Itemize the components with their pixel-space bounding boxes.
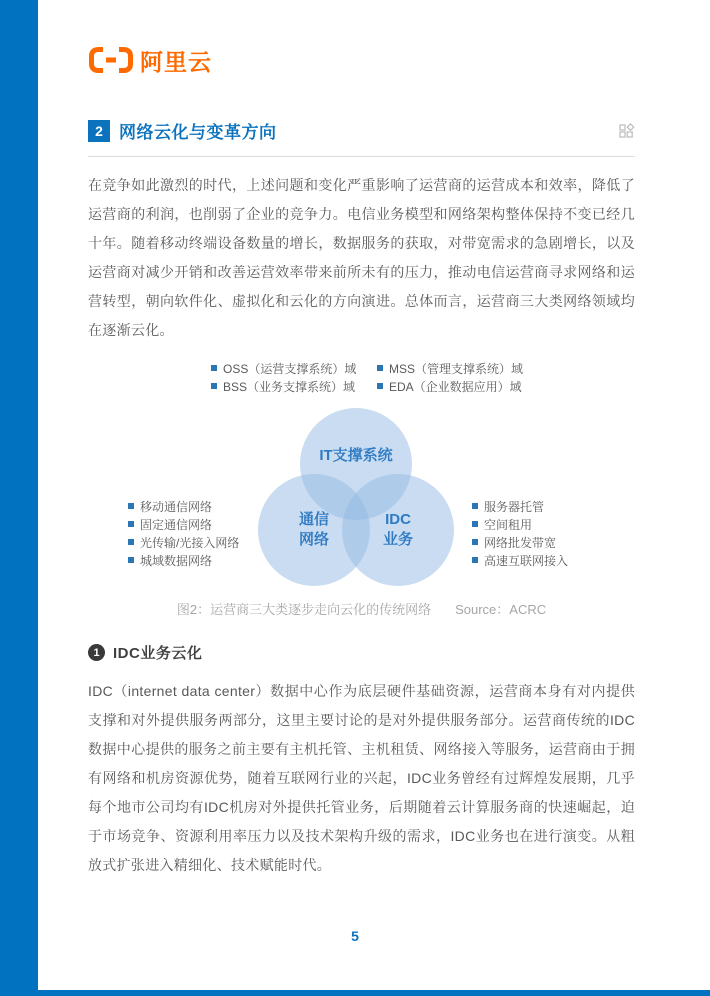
legend-item xyxy=(377,359,523,377)
venn-label-idc-business xyxy=(383,510,413,550)
square-bullet-icon xyxy=(211,383,217,389)
list-item-label: 空间租用 xyxy=(484,517,533,532)
intro-paragraph: 在竞争如此激烈的时代，上述问题和变化严重影响了运营商的运营成本和效率，降低了运营商的利润，也削弱了企业的竞争力。电信业务模型和网络架构整体保持不变已经几十年。随着移动终端设备数量的增长，数据服务的获取，对带宽需求的急剧增长，以及运营商对减少开销和改善运营效率带来前所未有的压力，推动电信运营商寻求网络和运营转型，朝向软件化、虚拟化和云化的方向演进。总体而言，运营商三大类网络领域均在逐渐云化。 xyxy=(88,177,635,338)
square-bullet-icon xyxy=(211,365,217,371)
top-legend-column-2 xyxy=(377,359,523,395)
venn-label-line: 业务 xyxy=(382,531,414,548)
subsection-header xyxy=(88,642,635,663)
venn-label-it-systems: IT支撑系统 xyxy=(319,447,393,464)
square-bullet-icon xyxy=(472,503,478,509)
square-bullet-icon xyxy=(128,557,134,563)
page-content xyxy=(88,0,635,894)
list-item xyxy=(472,497,568,515)
legend-item xyxy=(211,377,356,395)
right-bullet-list xyxy=(472,497,568,569)
square-bullet-icon xyxy=(377,383,383,389)
left-bullet-list xyxy=(128,497,239,569)
list-item-label: 固定通信网络 xyxy=(140,517,213,532)
list-item-label: 光传输/光接入网络 xyxy=(140,535,240,550)
figure-caption-text: 图2：运营商三大类逐步走向云化的传统网络 xyxy=(176,601,432,617)
section-header xyxy=(88,118,635,157)
page-left-accent-strip xyxy=(0,0,38,996)
list-item-label: 网络批发带宽 xyxy=(484,535,557,550)
alibaba-cloud-brackets-icon xyxy=(88,46,134,74)
logo-wordmark: 阿里云 xyxy=(140,48,212,75)
list-item xyxy=(128,515,239,533)
list-item-label: 城域数据网络 xyxy=(140,553,213,568)
square-bullet-icon xyxy=(472,521,478,527)
subsection-title: IDC业务云化 xyxy=(113,645,203,662)
body-paragraph: IDC（internet data center）数据中心作为底层硬件基础资源，运营商本身有对内提供支撑和对外提供服务两部分，这里主要讨论的是对外提供服务部分。运营商传统的IDC数据中心提供的服务之前主要有主机托管、主机租赁、网络接入等服务，运营商由于拥有网络和机房资源优势，随着互联网行业的兴起，IDC业务曾经有过辉煌发展期，几乎每个地市公司均有IDC机房对外提供托管业务，后期随着云计算服务商的快速崛起，迫于市场竞争、资源利用率压力以及技术架构升级的需求，IDC业务也在进行演变。从粗放式扩张进入精细化、技术赋能时代。 xyxy=(88,683,635,873)
top-legend-column-1 xyxy=(211,359,356,395)
section-number-badge: 2 xyxy=(88,120,110,142)
page-bottom-accent-bar xyxy=(0,990,710,996)
square-bullet-icon xyxy=(128,539,134,545)
page-number: 5 xyxy=(351,928,359,944)
list-item-label: 服务器托管 xyxy=(484,499,545,514)
list-item xyxy=(472,515,568,533)
legend-label: MSS（管理支撑系统）域 xyxy=(389,361,524,376)
venn-label-line: 通信 xyxy=(298,511,330,528)
list-item xyxy=(128,497,239,515)
figure-source-text: Source：ACRC xyxy=(455,601,547,617)
grid-squares-icon xyxy=(619,123,635,139)
square-bullet-icon xyxy=(472,557,478,563)
alibaba-cloud-logo xyxy=(88,45,635,75)
list-item xyxy=(128,533,239,551)
venn-label-line: 网络 xyxy=(298,531,330,548)
square-bullet-icon xyxy=(128,521,134,527)
legend-label: EDA（企业数据应用）域 xyxy=(389,379,522,394)
list-item xyxy=(472,533,568,551)
venn-label-line: IDC xyxy=(385,511,411,528)
subsection-number-badge: 1 xyxy=(88,644,105,661)
list-item-label: 高速互联网接入 xyxy=(484,553,569,568)
list-item xyxy=(128,551,239,569)
square-bullet-icon xyxy=(377,365,383,371)
list-item xyxy=(472,551,568,569)
venn-label-comm-network xyxy=(299,510,329,550)
square-bullet-icon xyxy=(472,539,478,545)
legend-item xyxy=(377,377,523,395)
figure-caption xyxy=(88,599,635,617)
figure-venn-diagram xyxy=(88,359,635,624)
section-title: 网络云化与变革方向 xyxy=(119,123,277,142)
list-item-label: 移动通信网络 xyxy=(140,499,213,514)
legend-label: BSS（业务支撑系统）域 xyxy=(223,379,356,394)
legend-item xyxy=(211,359,356,377)
square-bullet-icon xyxy=(128,503,134,509)
legend-label: OSS（运营支撑系统）域 xyxy=(223,361,357,376)
